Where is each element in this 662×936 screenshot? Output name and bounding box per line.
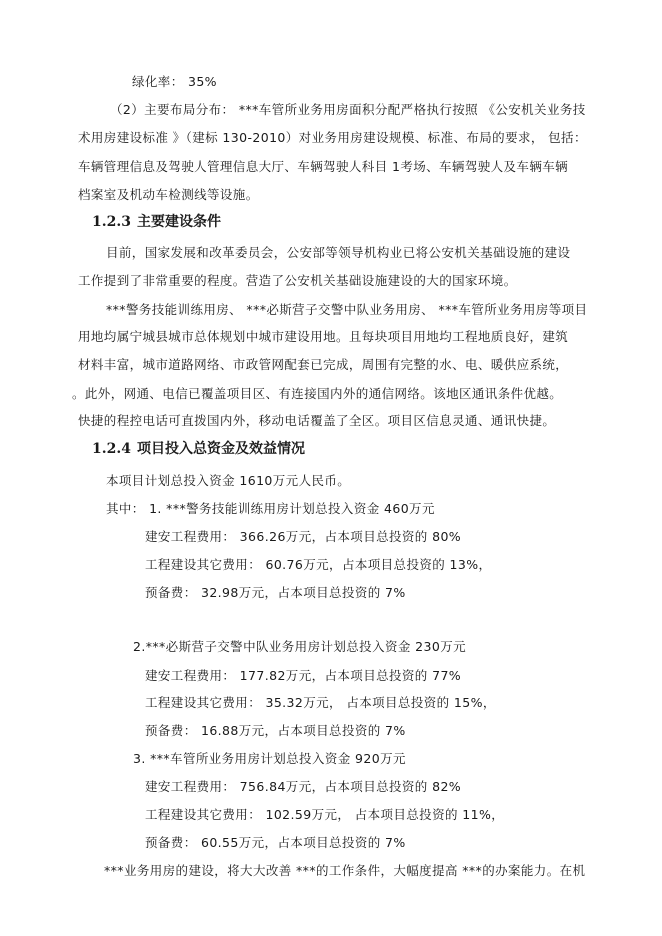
text-line: ***业务用房的建设，将大大改善 ***的工作条件，大幅度提高 ***的办案能力。在机 bbox=[104, 863, 586, 878]
text-line: 建安工程费用： 366.26万元，占本项目总投资的 80% bbox=[145, 529, 462, 544]
text-line: 工程建设其它费用： 60.76万元，占本项目总投资的 13%， bbox=[145, 557, 492, 572]
section-number: 1.2.3 bbox=[92, 214, 131, 230]
text-line: 预备费： 32.98万元，占本项目总投资的 7% bbox=[145, 585, 406, 600]
text-line: 用地均属宁城县城市总体规划中城市建设用地。且每块项目用地均工程地质良好，建筑 bbox=[78, 329, 569, 344]
text-line: 。此外，网通、电信已覆盖项目区、有连接国内外的通信网络。该地区通讯条件优越。 bbox=[72, 386, 563, 401]
text-line: 预备费： 16.88万元，占本项目总投资的 7% bbox=[145, 723, 406, 738]
text-line: 其中： 1. ***警务技能训练用房计划总投入资金 460万元 bbox=[106, 501, 435, 516]
text-line: 本项目计划总投入资金 1610万元人民币。 bbox=[106, 473, 351, 488]
text-line: 工程建设其它费用： 102.59万元， 占本项目总投资的 11%， bbox=[145, 807, 505, 822]
text-line: ***警务技能训练用房、 ***必斯营子交警中队业务用房、 ***车管所业务用房等项目 bbox=[106, 302, 588, 317]
text-line: 绿化率： 35% bbox=[132, 74, 217, 89]
text-line: 快捷的程控电话可直拨国内外，移动电话覆盖了全区。项目区信息灵通、通讯快捷。 bbox=[78, 413, 556, 428]
text-line: 建安工程费用： 756.84万元，占本项目总投资的 82% bbox=[145, 779, 462, 794]
text-line: 术用房建设标准 》（建标 130-2010）对业务用房建设规模、标准、布局的要求， 包括： bbox=[78, 130, 587, 145]
text-line: 档案室及机动车检测线等设施。 bbox=[78, 187, 259, 202]
text-line: 3. ***车管所业务用房计划总投入资金 920万元 bbox=[133, 751, 406, 766]
text-line: 建安工程费用： 177.82万元，占本项目总投资的 77% bbox=[145, 668, 462, 683]
text-line: 目前，国家发展和改革委员会，公安部等领导机构业已将公安机关基础设施的建设 bbox=[106, 245, 571, 260]
section-heading-1-2-3 bbox=[92, 213, 221, 231]
section-heading-1-2-4 bbox=[92, 440, 305, 458]
section-title: 主要建设条件 bbox=[136, 214, 221, 230]
section-title: 项目投入总资金及效益情况 bbox=[136, 441, 305, 457]
text-line: 工作提到了非常重要的程度。营造了公安机关基础设施建设的大的国家环境。 bbox=[78, 273, 517, 288]
text-line: 预备费： 60.55万元，占本项目总投资的 7% bbox=[145, 835, 406, 850]
text-line: 材料丰富，城市道路网络、市政管网配套已完成，周围有完整的水、电、暖供应系统， bbox=[78, 357, 569, 372]
text-line: 2.***必斯营子交警中队业务用房计划总投入资金 230万元 bbox=[133, 639, 467, 654]
section-number: 1.2.4 bbox=[92, 441, 131, 457]
text-line: 车辆管理信息及驾驶人管理信息大厅、车辆驾驶人科目 1考场、车辆驾驶人及车辆车辆 bbox=[78, 159, 569, 174]
text-line: （2）主要布局分布： ***车管所业务用房面积分配严格执行按照 《公安机关业务技 bbox=[110, 102, 586, 117]
text-line: 工程建设其它费用： 35.32万元， 占本项目总投资的 15%， bbox=[145, 695, 496, 710]
